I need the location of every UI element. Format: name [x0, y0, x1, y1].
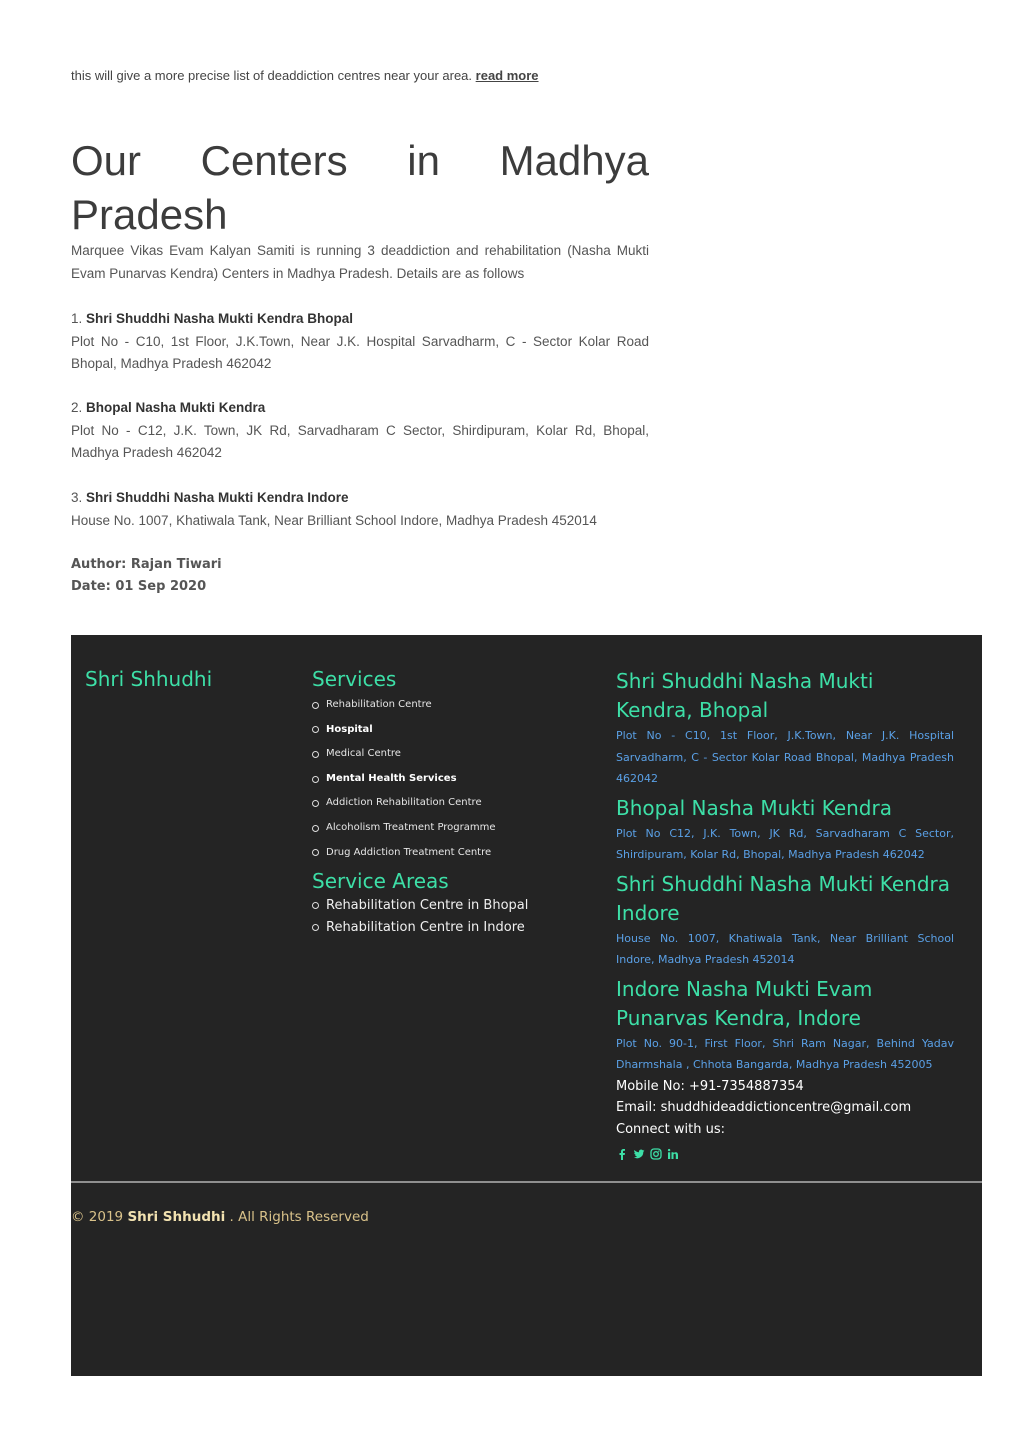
contact-center-address: Plot No C12, J.K. Town, JK Rd, Sarvadharam C Sector, Shirdipuram, Kolar Rd, Bhopal, Madhya Pradesh 462042	[616, 826, 954, 861]
services-list	[312, 693, 582, 865]
center-item	[71, 487, 649, 532]
author-line: Author: Rajan Tiwari	[71, 557, 222, 572]
mobile-number: Mobile No: +91-7354887354	[616, 1078, 804, 1094]
contact-center-title: Shri Shuddhi Nasha Mukti Kendra, Bhopal	[616, 669, 874, 722]
contact-center-title: Shri Shuddhi Nasha Mukti Kendra Indore	[616, 871, 951, 925]
contact-center-address: House No. 1007, Khatiwala Tank, Near Brilliant School Indore, Madhya Pradesh 452014	[616, 931, 954, 966]
service-link[interactable]: Medical Centre	[312, 742, 582, 767]
center-number: 2.	[71, 400, 83, 415]
site-footer	[71, 635, 982, 1376]
date-line: Date: 01 Sep 2020	[71, 579, 207, 594]
service-area-link[interactable]: Rehabilitation Centre in Indore	[312, 917, 592, 939]
copyright-brand-link[interactable]: Shri Shhudhi	[127, 1209, 226, 1225]
center-address: Plot No - C12, J.K. Town, JK Rd, Sarvadharam C Sector, Shirdipuram, Kolar Rd, Bhopal, Madhya Pradesh 462042	[71, 422, 649, 460]
social-links	[616, 1142, 954, 1160]
linkedin-icon[interactable]	[667, 1145, 679, 1157]
center-name: Shri Shuddhi Nasha Mukti Kendra Indore	[86, 490, 349, 505]
service-link[interactable]: Alcoholism Treatment Programme	[312, 816, 582, 841]
contact-center-address: Plot No. 90-1, First Floor, Shri Ram Nagar, Behind Yadav Dharmshala , Chhota Bangarda, Madhya Pradesh 452005	[616, 1036, 954, 1071]
service-link[interactable]: Hospital	[312, 718, 582, 743]
copyright	[71, 1209, 369, 1225]
footer-brand: Shri Shhudhi	[85, 667, 213, 691]
contact-center-title: Indore Nasha Mukti Evam Punarvas Kendra, Indore	[616, 976, 873, 1030]
title-word: Our	[71, 137, 142, 184]
footer-divider	[71, 1181, 982, 1183]
service-link[interactable]: Addiction Rehabilitation Centre	[312, 791, 582, 816]
email-address: Email: shuddhideaddictioncentre@gmail.com	[616, 1100, 912, 1115]
center-item	[71, 308, 649, 376]
service-areas-title: Service Areas	[312, 869, 449, 893]
contact-column	[616, 667, 954, 1160]
contact-center-address: Plot No - C10, 1st Floor, J.K.Town, Near J.K. Hospital Sarvadharm, C - Sector Kolar Road Bhopal, Madhya Pradesh 462042	[616, 729, 954, 785]
title-line-2: Pradesh	[71, 191, 228, 238]
copyright-prefix: © 2019	[71, 1209, 128, 1225]
summary-paragraph: Marquee Vikas Evam Kalyan Samiti is running 3 deaddiction and rehabilitation (Nasha Mukti Evam Punarvas Kendra) Centers in Madhya Pradesh. Details are as follows	[71, 243, 649, 281]
title-word: Centers	[200, 137, 348, 184]
title-word: in	[407, 137, 440, 184]
service-area-link[interactable]: Rehabilitation Centre in Bhopal	[312, 895, 592, 917]
intro-line	[71, 68, 539, 83]
center-name: Shri Shuddhi Nasha Mukti Kendra Bhopal	[86, 311, 354, 326]
center-number: 3.	[71, 490, 83, 505]
service-link[interactable]: Drug Addiction Treatment Centre	[312, 841, 582, 866]
twitter-icon[interactable]	[633, 1145, 645, 1157]
service-link[interactable]: Mental Health Services	[312, 767, 582, 792]
intro-text: this will give a more precise list of deaddiction centres near your area.	[71, 68, 473, 83]
page-title	[71, 134, 649, 242]
contact-center-title: Bhopal Nasha Mukti Kendra	[616, 795, 892, 820]
center-address: House No. 1007, Khatiwala Tank, Near Brilliant School Indore, Madhya Pradesh 452014	[71, 512, 597, 528]
center-address: Plot No - C10, 1st Floor, J.K.Town, Near J.K. Hospital Sarvadharm, C - Sector Kolar Road Bhopal, Madhya Pradesh 462042	[71, 333, 649, 371]
title-word: Madhya	[499, 137, 649, 184]
service-link[interactable]: Rehabilitation Centre	[312, 693, 582, 718]
services-title: Services	[312, 667, 397, 691]
facebook-icon[interactable]	[616, 1145, 628, 1157]
copyright-suffix: . All Rights Reserved	[225, 1209, 369, 1225]
center-number: 1.	[71, 311, 83, 326]
center-name: Bhopal Nasha Mukti Kendra	[86, 400, 266, 415]
service-areas-list	[312, 895, 592, 938]
connect-label: Connect with us:	[616, 1121, 725, 1137]
read-more-link[interactable]: read more	[475, 68, 539, 83]
instagram-icon[interactable]	[650, 1145, 662, 1157]
center-item	[71, 397, 649, 465]
